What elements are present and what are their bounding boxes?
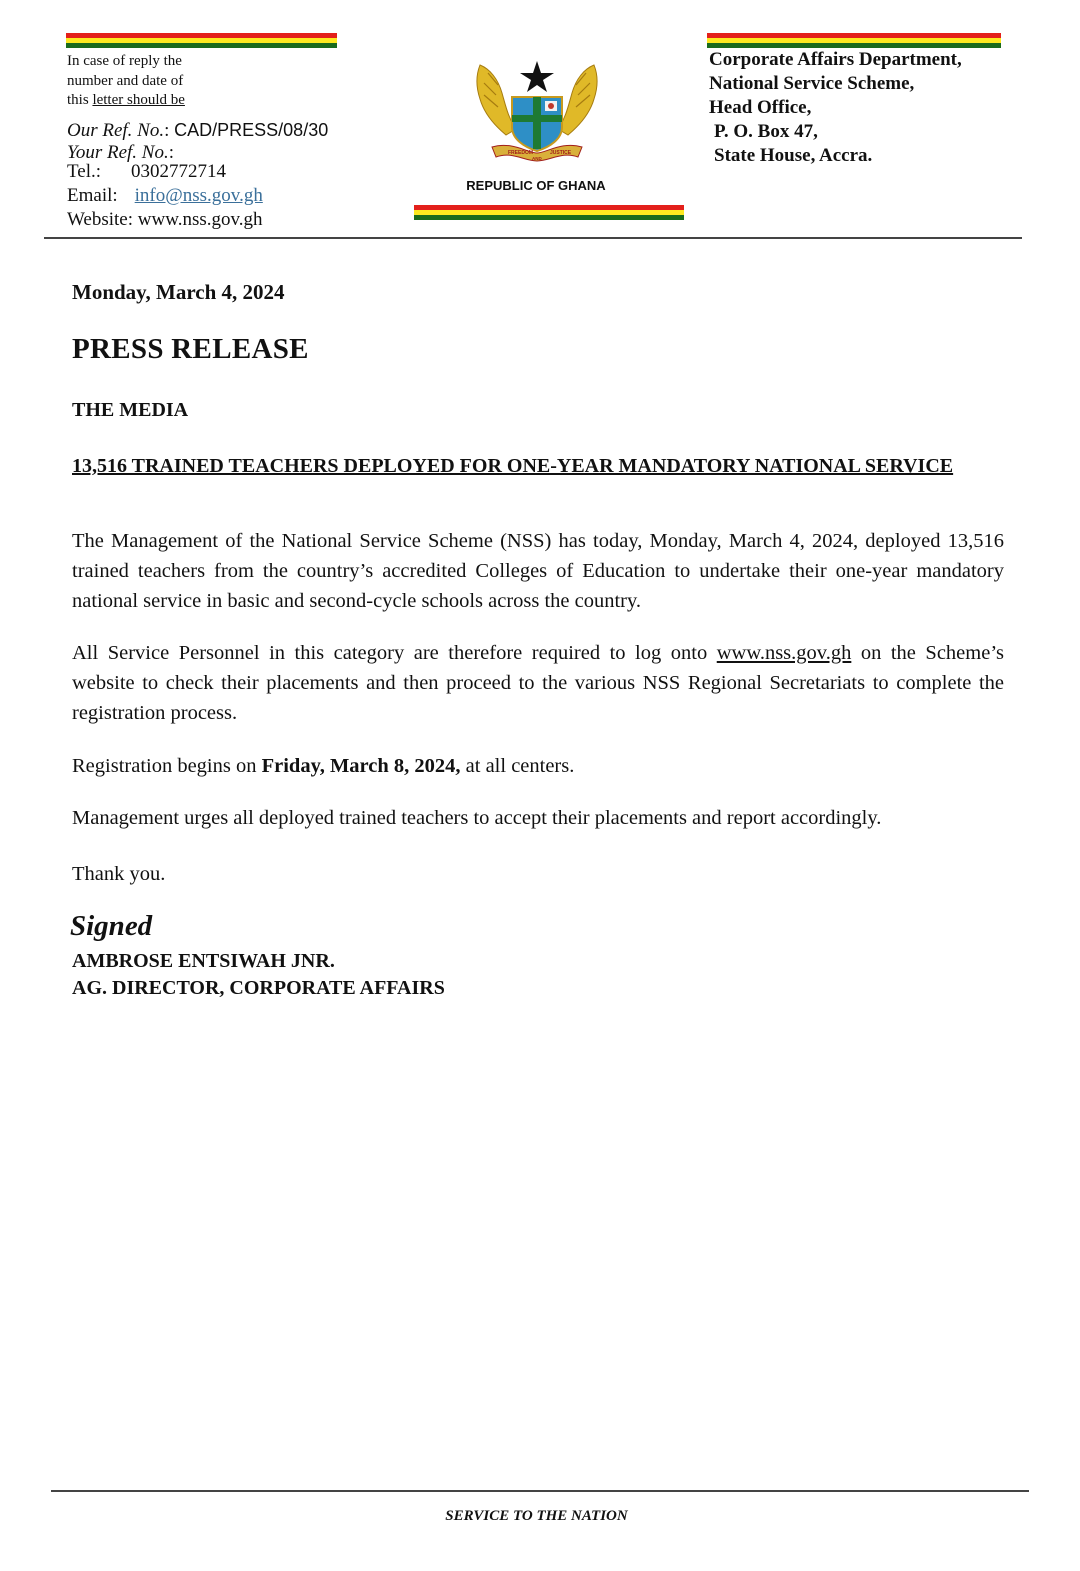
paragraph-thanks: Thank you. bbox=[72, 863, 166, 885]
republic-of-ghana-label: REPUBLIC OF GHANA bbox=[466, 178, 606, 193]
paragraph-deployment: The Management of the National Service Scheme (NSS) has today, Monday, March 4, 2024, deployed 13,516 trained teachers from the country’s accredited Colleges of Education to undertake their one-year mandatory national service in basic and second-cycle schools across the country. bbox=[72, 530, 1004, 612]
signer-title: AG. DIRECTOR, CORPORATE AFFAIRS bbox=[72, 977, 445, 999]
website-value: www.nss.gov.gh bbox=[137, 208, 263, 230]
address-line: National Service Scheme, bbox=[709, 73, 915, 94]
address-line: State House, Accra. bbox=[714, 145, 873, 166]
tel: Tel.: 0302772714 bbox=[67, 160, 227, 182]
reply-note: In case of reply the number and date of this letter should be bbox=[67, 53, 185, 108]
addressee: THE MEDIA bbox=[72, 399, 189, 421]
paragraph-urge: Management urges all deployed trained teachers to accept their placements and report accordingly. bbox=[72, 807, 882, 829]
signed-label: Signed bbox=[70, 910, 153, 942]
ghana-flag-stripe-center bbox=[414, 205, 684, 220]
footer-motto: SERVICE TO THE NATION bbox=[445, 1508, 628, 1524]
your-ref: Your Ref. No.: bbox=[67, 141, 174, 163]
email-link[interactable]: info@nss.gov.gh bbox=[134, 184, 263, 206]
svg-text:FREEDOM: FREEDOM bbox=[508, 150, 533, 156]
signer-name: AMBROSE ENTSIWAH JNR. bbox=[72, 950, 335, 972]
subject-heading: 13,516 TRAINED TEACHERS DEPLOYED FOR ONE-YEAR MANDATORY NATIONAL SERVICE bbox=[72, 455, 954, 477]
paragraph-registration: Registration begins on Friday, March 8, 2024, at all centers. bbox=[72, 755, 575, 777]
our-ref: Our Ref. No.: CAD/PRESS/08/30 bbox=[67, 119, 329, 141]
email: Email: info@nss.gov.gh bbox=[67, 184, 263, 206]
document-date: Monday, March 4, 2024 bbox=[72, 280, 285, 304]
ghana-flag-stripe-left bbox=[66, 33, 337, 48]
letterhead-address bbox=[709, 48, 962, 168]
address-line: Head Office, bbox=[709, 97, 812, 118]
registration-date: Friday, March 8, 2024, bbox=[261, 755, 461, 777]
website-link[interactable]: www.nss.gov.gh bbox=[716, 642, 852, 664]
page-title: PRESS RELEASE bbox=[72, 333, 309, 365]
ghana-coat-of-arms-icon bbox=[472, 55, 602, 167]
website: Website: www.nss.gov.gh bbox=[67, 208, 263, 230]
svg-text:AND: AND bbox=[532, 156, 542, 161]
tel-value: 0302772714 bbox=[131, 160, 227, 182]
header-divider bbox=[44, 237, 1022, 239]
footer-divider bbox=[51, 1490, 1029, 1492]
our-ref-value: CAD/PRESS/08/30 bbox=[174, 119, 329, 140]
paragraph-instructions: All Service Personnel in this category are therefore required to log onto www.nss.gov.gh on the Scheme’s website to check their placements and then proceed to the various NSS Regional Secretariats to complete the registration process. bbox=[72, 642, 1004, 724]
signature-block bbox=[72, 948, 445, 1002]
address-line: Corporate Affairs Department, bbox=[709, 49, 962, 70]
address-line: P. O. Box 47, bbox=[714, 121, 818, 142]
ghana-flag-stripe-right bbox=[707, 33, 1001, 48]
svg-text:JUSTICE: JUSTICE bbox=[550, 150, 572, 156]
letterhead-left bbox=[67, 52, 367, 231]
reference-block bbox=[67, 119, 367, 231]
